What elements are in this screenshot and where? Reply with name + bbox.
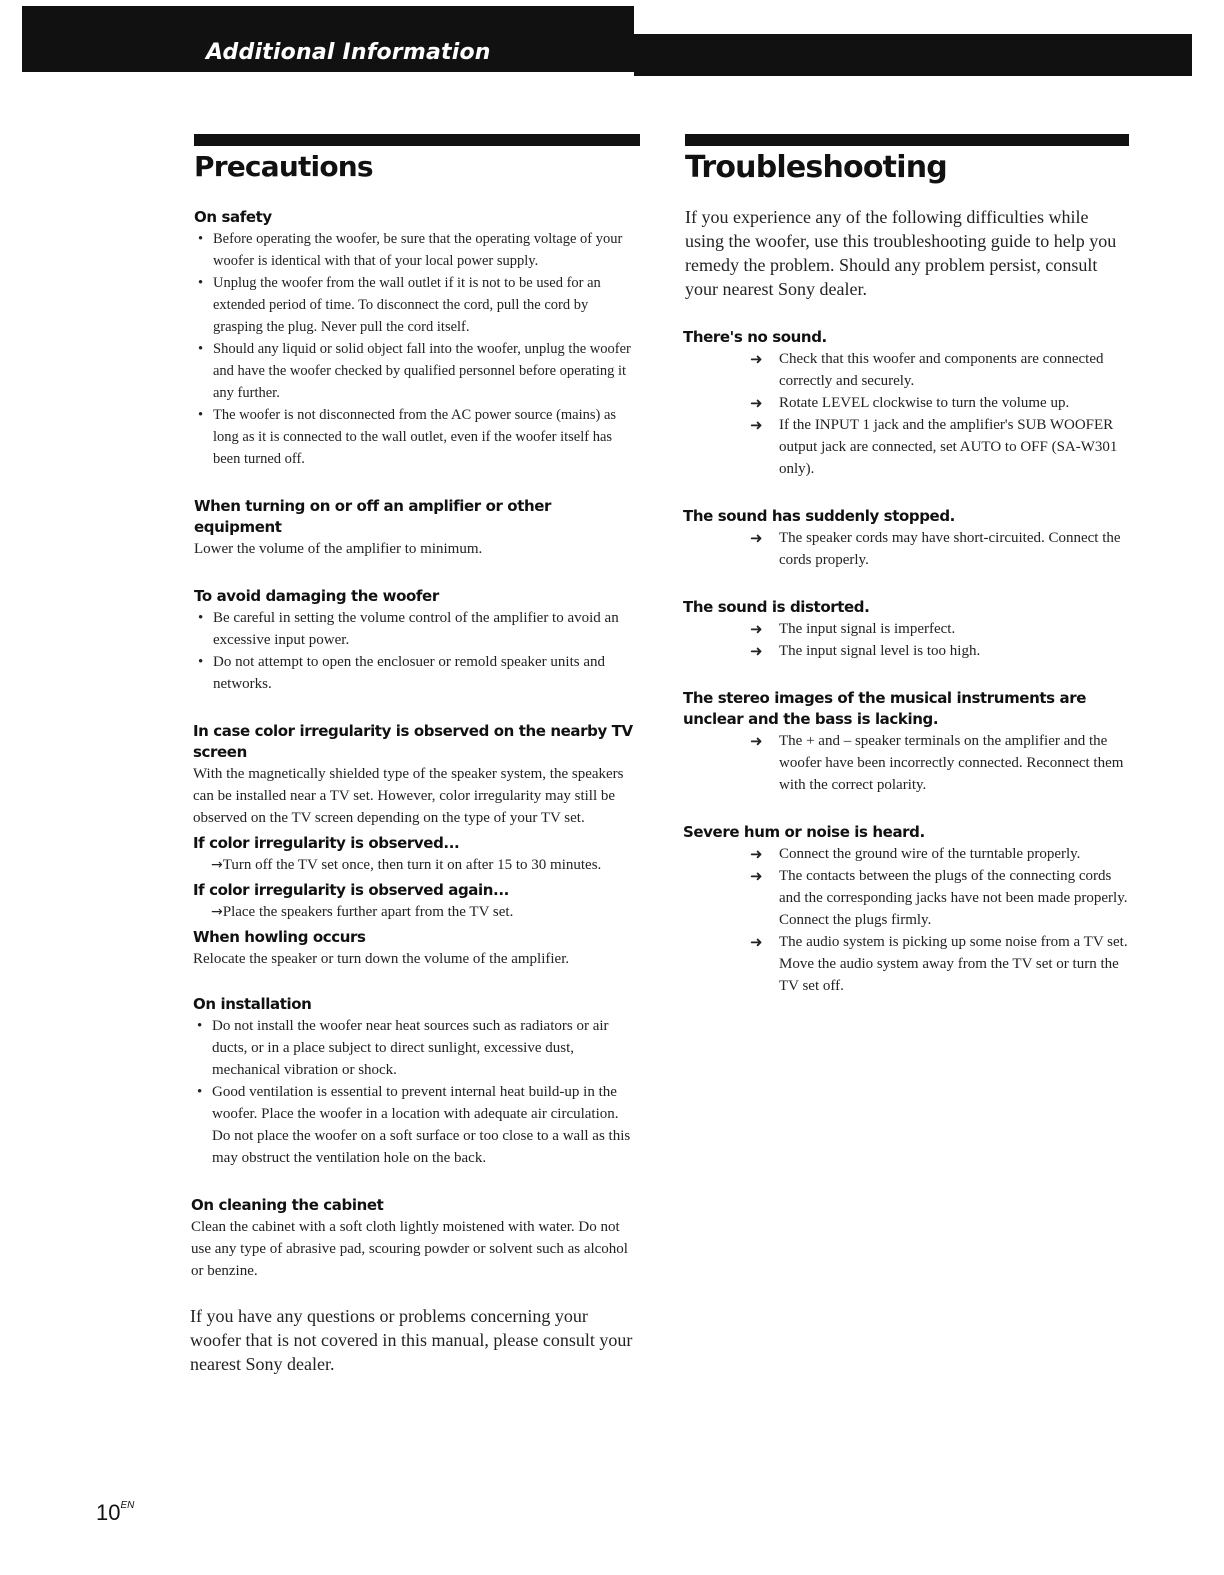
page-number-suffix: EN: [120, 1500, 135, 1511]
avoid-damage-section: [190, 586, 638, 695]
list-item: • Good ventilation is essential to prevent internal heat build-up in the woofer. Place the woofer in a location with adequate air circulation. Do not place the woofer on a soft surface or too close to a wall as this may obstruct the ventilation hole on the back.: [193, 1081, 638, 1169]
problem-heading: There's no sound.: [683, 328, 827, 346]
list-item: • Do not attempt to open the enclosuer or remold speaker units and networks.: [194, 651, 638, 695]
solution-text: Connect the ground wire of the turntable properly.: [779, 846, 1081, 862]
arrow-icon: ➜: [750, 416, 763, 434]
on-safety-section: [190, 207, 638, 470]
problem-stereo-images: [683, 688, 1128, 796]
cleaning-heading: On cleaning the cabinet: [191, 1196, 384, 1214]
solution-text: If the INPUT 1 jack and the amplifier's SUB WOOFER output jack are connected, set AUTO to OFF (SA-W301 only).: [779, 417, 1118, 477]
troubleshooting-intro: If you experience any of the following difficulties while using the woofer, use this troubleshooting guide to help you remedy the problem. Should any problem persist, consult your nearest Sony dealer.: [685, 207, 1117, 299]
arrow-icon: ➜: [750, 867, 763, 885]
turning-on-off-text: Lower the volume of the amplifier to minimum.: [194, 541, 483, 557]
again-step: [193, 901, 638, 923]
howling-heading: When howling occurs: [193, 928, 366, 946]
problem-heading: The stereo images of the musical instruments are unclear and the bass is lacking.: [683, 689, 1086, 728]
list-item: • Be careful in setting the volume control of the amplifier to avoid an excessive input power.: [194, 607, 638, 651]
solution-item: [683, 392, 1128, 414]
problem-heading: The sound is distorted.: [683, 598, 870, 616]
howling-text: Relocate the speaker or turn down the volume of the amplifier.: [193, 951, 570, 967]
solution-text: The + and – speaker terminals on the amplifier and the woofer have been incorrectly connected. Reconnect them with the correct polarity.: [779, 733, 1124, 793]
observed-step: [193, 854, 638, 876]
solution-item: [683, 348, 1128, 392]
solution-item: [683, 618, 1128, 640]
solution-list: [683, 843, 1128, 997]
solution-list: [683, 348, 1128, 480]
solution-item: [683, 527, 1128, 571]
arrow-icon: ➜: [750, 845, 763, 863]
solution-text: The input signal level is too high.: [779, 643, 981, 659]
section-rule: [685, 134, 1129, 146]
on-safety-heading: On safety: [194, 208, 272, 226]
arrow-icon: →: [211, 904, 223, 920]
page-number-value: 10: [96, 1500, 121, 1525]
color-irregularity-section: [190, 721, 638, 970]
list-item: • Before operating the woofer, be sure that the operating voltage of your woofer is identical with that of your local power supply.: [194, 228, 638, 272]
list-item: • Do not install the woofer near heat sources such as radiators or air ducts, or in a place subject to direct sunlight, excessive dust, mechanical vibration or shock.: [193, 1015, 638, 1081]
problem-sound-stopped: [683, 506, 1128, 571]
page-number: [96, 1500, 134, 1526]
solution-item: [683, 730, 1128, 796]
avoid-damage-heading: To avoid damaging the woofer: [194, 587, 439, 605]
contact-note: If you have any questions or problems concerning your woofer that is not covered in this manual, please consult your nearest Sony dealer.: [190, 1306, 633, 1374]
solution-text: Rotate LEVEL clockwise to turn the volume up.: [779, 395, 1070, 411]
solution-text: Check that this woofer and components are connected correctly and securely.: [779, 351, 1104, 389]
cleaning-text: Clean the cabinet with a soft cloth lightly moistened with water. Do not use any type of abrasive pad, scouring powder or solvent such as alcohol or benzine.: [191, 1219, 628, 1279]
arrow-icon: ➜: [750, 350, 763, 368]
header-band-extension: [634, 34, 1192, 76]
problem-hum-noise: [683, 822, 1128, 997]
problem-heading: The sound has suddenly stopped.: [683, 507, 955, 525]
solution-item: [683, 640, 1128, 662]
troubleshooting-column: [683, 134, 1128, 997]
problem-no-sound: [683, 327, 1128, 480]
troubleshooting-title: Troubleshooting: [685, 150, 947, 185]
solution-text: The input signal is imperfect.: [779, 621, 956, 637]
installation-section: [190, 994, 638, 1169]
observed-heading: If color irregularity is observed...: [193, 834, 460, 852]
solution-item: [683, 843, 1128, 865]
color-irregularity-heading: In case color irregularity is observed on the nearby TV screen: [193, 722, 633, 761]
turning-on-off-section: [190, 496, 638, 560]
problem-sound-distorted: [683, 597, 1128, 662]
precautions-column: [190, 134, 638, 1376]
arrow-icon: ➜: [750, 933, 763, 951]
section-title: Additional Information: [206, 40, 491, 65]
solution-list: [683, 730, 1128, 796]
on-safety-list: [194, 228, 638, 470]
installation-list: [193, 1015, 638, 1169]
solution-item: [683, 931, 1128, 997]
list-item: • The woofer is not disconnected from the AC power source (mains) as long as it is connected to the wall outlet, even if the woofer itself has been turned off.: [194, 404, 638, 470]
solution-list: [683, 527, 1128, 571]
solution-item: [683, 865, 1128, 931]
cleaning-section: [190, 1195, 638, 1282]
list-item: • Unplug the woofer from the wall outlet if it is not to be used for an extended period of time. To disconnect the cord, pull the cord by grasping the plug. Never pull the cord itself.: [194, 272, 638, 338]
arrow-icon: ➜: [750, 620, 763, 638]
observed-text: Turn off the TV set once, then turn it on after 15 to 30 minutes.: [222, 857, 602, 873]
arrow-icon: ➜: [750, 642, 763, 660]
problem-heading: Severe hum or noise is heard.: [683, 823, 925, 841]
solution-item: [683, 414, 1128, 480]
solution-text: The speaker cords may have short-circuited. Connect the cords properly.: [779, 530, 1121, 568]
solution-text: The contacts between the plugs of the connecting cords and the corresponding jacks have not been made properly. Connect the plugs firmly.: [779, 868, 1128, 928]
arrow-icon: ➜: [750, 732, 763, 750]
solution-text: The audio system is picking up some noise from a TV set. Move the audio system away from the TV set or turn the TV set off.: [779, 934, 1128, 994]
avoid-damage-list: [194, 607, 638, 695]
list-item: • Should any liquid or solid object fall into the woofer, unplug the woofer and have the woofer checked by qualified personnel before operating it any further.: [194, 338, 638, 404]
again-heading: If color irregularity is observed again...: [193, 881, 509, 899]
color-irregularity-text: With the magnetically shielded type of the speaker system, the speakers can be installed near a TV set. However, color irregularity may still be observed on the TV screen depending on the type of your TV set.: [193, 766, 624, 826]
arrow-icon: →: [211, 857, 223, 873]
solution-list: [683, 618, 1128, 662]
arrow-icon: ➜: [750, 529, 763, 547]
arrow-icon: ➜: [750, 394, 763, 412]
installation-heading: On installation: [193, 995, 312, 1013]
precautions-title: Precautions: [194, 150, 373, 183]
section-rule: [194, 134, 640, 146]
turning-on-off-heading: When turning on or off an amplifier or other equipment: [194, 497, 552, 536]
again-text: Place the speakers further apart from the TV set.: [222, 904, 514, 920]
